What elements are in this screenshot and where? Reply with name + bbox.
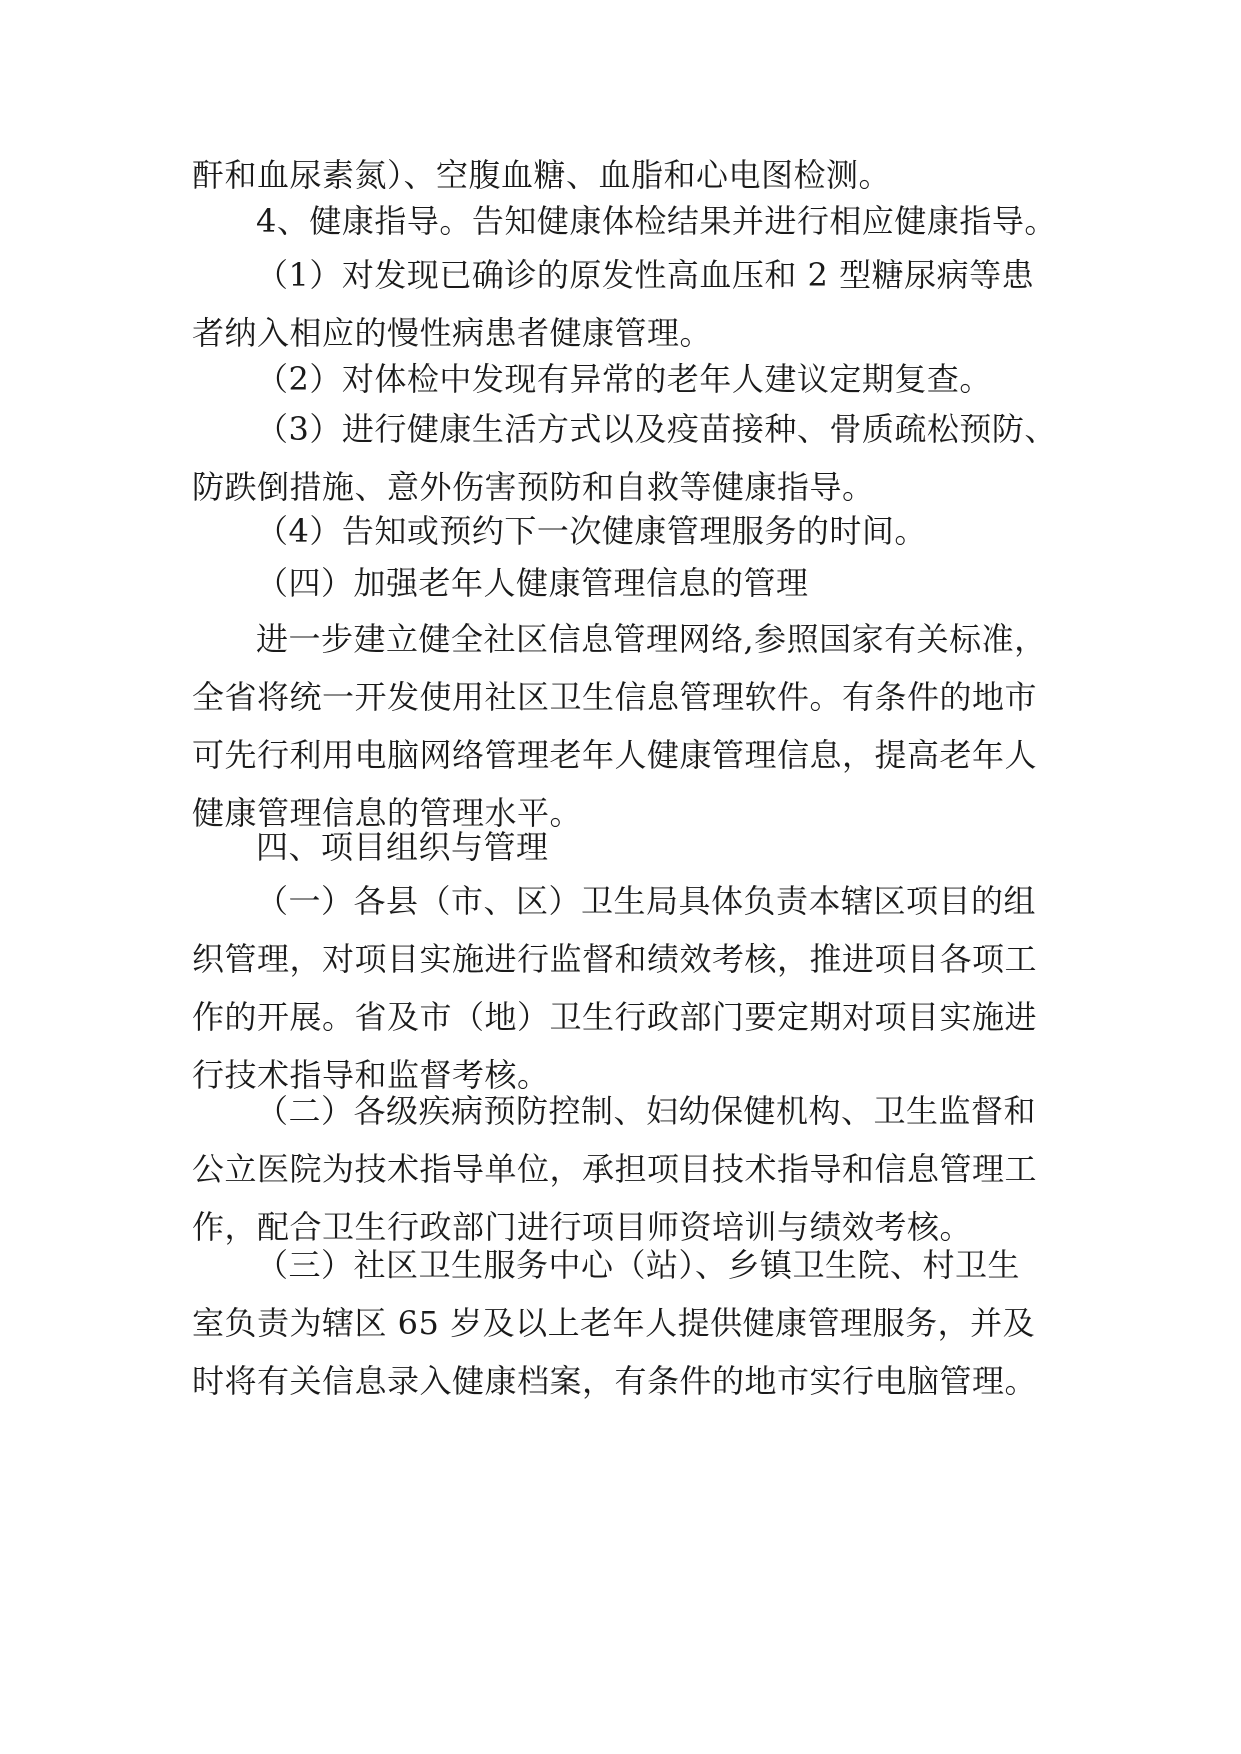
text-line: 全省将统一开发使用社区卫生信息管理软件。有条件的地市 xyxy=(192,678,1038,716)
text-line: （2）对体检中发现有异常的老年人建议定期复查。 xyxy=(256,360,992,398)
text-line: 室负责为辖区 65 岁及以上老年人提供健康管理服务，并及 xyxy=(192,1304,1036,1342)
text-line: 4、健康指导。告知健康体检结果并进行相应健康指导。 xyxy=(256,202,1057,240)
text-line: 作的开展。省及市（地）卫生行政部门要定期对项目实施进 xyxy=(192,998,1038,1036)
paragraph-org-1 xyxy=(192,872,1072,1104)
text-line: 者纳入相应的慢性病患者健康管理。 xyxy=(192,314,713,352)
text-line: 进一步建立健全社区信息管理网络,参照国家有关标准， xyxy=(256,620,1047,658)
text-line: 公立医院为技术指导单位，承担项目技术指导和信息管理工 xyxy=(192,1150,1038,1188)
text-line: 织管理，对项目实施进行监督和绩效考核，推进项目各项工 xyxy=(192,940,1038,978)
paragraph-item-1 xyxy=(192,246,1072,362)
text-line: （二）各级疾病预防控制、妇幼保健机构、卫生监督和 xyxy=(256,1092,1037,1130)
paragraph-item-3 xyxy=(192,400,1072,516)
section-heading-project-organization xyxy=(192,818,1072,876)
text-line: 四、项目组织与管理 xyxy=(256,828,549,866)
paragraph-item-4 xyxy=(192,502,1072,560)
text-line: 可先行利用电脑网络管理老年人健康管理信息，提高老年人 xyxy=(192,736,1038,774)
text-line: 行技术指导和监督考核。 xyxy=(192,1056,550,1094)
section-heading-info-management xyxy=(192,554,1072,612)
text-line: （3）进行健康生活方式以及疫苗接种、骨质疏松预防、 xyxy=(256,410,1057,448)
text-line: （三）社区卫生服务中心（站）、乡镇卫生院、村卫生 xyxy=(256,1246,1021,1284)
text-line: 酐和血尿素氮）、空腹血糖、血脂和心电图检测。 xyxy=(192,156,892,194)
text-line: 时将有关信息录入健康档案，有条件的地市实行电脑管理。 xyxy=(192,1362,1038,1400)
paragraph-health-guidance xyxy=(192,192,1072,250)
text-line: 健康管理信息的管理水平。 xyxy=(192,794,583,832)
text-line: （四）加强老年人健康管理信息的管理 xyxy=(256,564,809,602)
paragraph-org-3 xyxy=(192,1236,1072,1410)
text-line: 防跌倒措施、意外伤害预防和自救等健康指导。 xyxy=(192,468,875,506)
paragraph-info-network xyxy=(192,610,1072,842)
text-line: （1）对发现已确诊的原发性高血压和 2 型糖尿病等患 xyxy=(256,256,1035,294)
text-line: （4）告知或预约下一次健康管理服务的时间。 xyxy=(256,512,927,550)
text-line: 作，配合卫生行政部门进行项目师资培训与绩效考核。 xyxy=(192,1208,973,1246)
text-line: （一）各县（市、区）卫生局具体负责本辖区项目的组 xyxy=(256,882,1037,920)
paragraph-org-2 xyxy=(192,1082,1072,1256)
